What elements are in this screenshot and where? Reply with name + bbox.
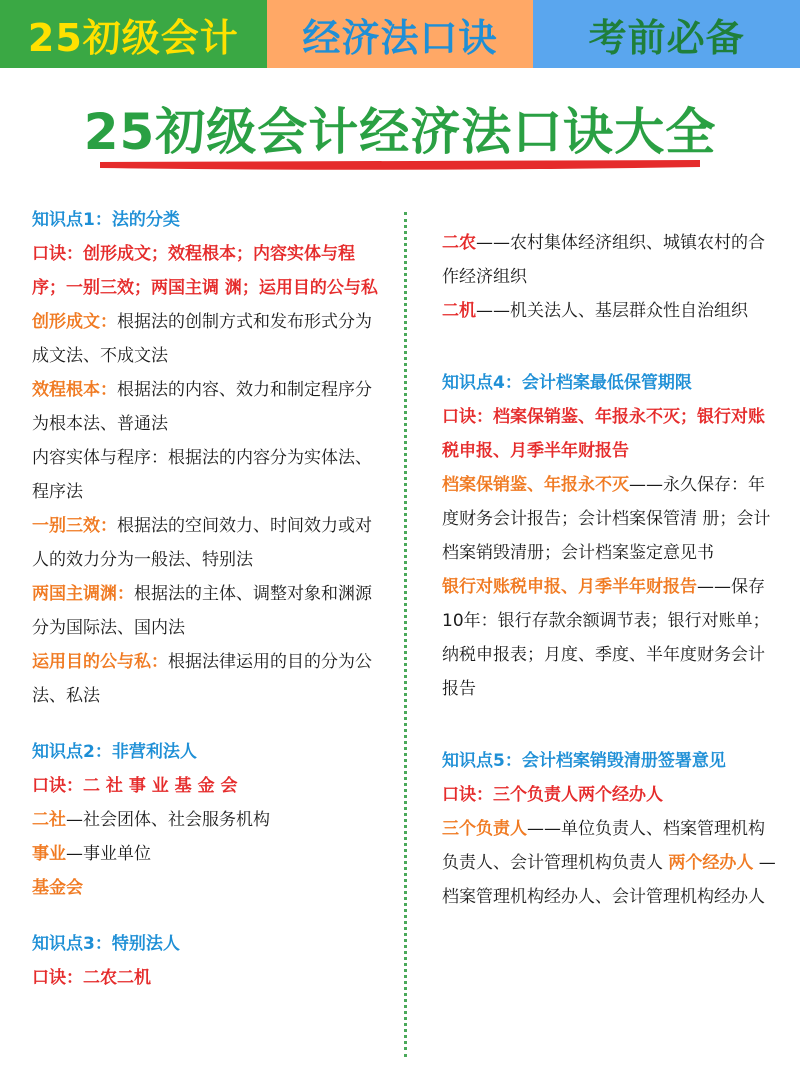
- entry-keyword: 二机: [442, 301, 476, 321]
- right-column: [442, 226, 777, 914]
- entry-keyword: 事业: [32, 844, 66, 864]
- entry-keyword: 二农: [442, 233, 476, 253]
- mnemonic-k1: 口诀：创形成文；效程根本；内容实体与程序；一别三效；两国主调 渊；运用目的公与私: [32, 244, 378, 298]
- entry-text: 根据法的主体、调整对象和渊源分为国际法、国内法: [32, 584, 372, 638]
- entry-k5-1: [442, 812, 777, 914]
- entry-text: 根据法的空间效力、时间效力或对人的效力分为一般法、特别法: [32, 516, 372, 570]
- entry-keyword: 两个经办人: [668, 853, 754, 873]
- entry-k1-4: [32, 509, 382, 577]
- entry-k1-3: [32, 441, 382, 509]
- section-heading-k4: 知识点4：会计档案最低保管期限: [442, 373, 692, 393]
- entry-k1-1: [32, 305, 382, 373]
- entry-keyword: 二社: [32, 810, 66, 830]
- left-column: [32, 203, 382, 995]
- entry-text: ——单位负责人、档案管理机构负责人、会计管理机构负责人: [442, 819, 765, 873]
- entry-k1-2: [32, 373, 382, 441]
- entry-k1-6: [32, 645, 382, 713]
- entry-keyword: 基金会: [32, 878, 83, 898]
- entry-text: ——保存10年：银行存款余额调节表；银行对账单；纳税申报表；月度、季度、半年度财务会计报告: [442, 577, 770, 699]
- entry-text: ——农村集体经济组织、城镇农村的合作经济组织: [442, 233, 765, 287]
- entry-k2-1: [32, 803, 382, 837]
- banner-tag-subject: 经济法口诀: [267, 0, 534, 68]
- entry-text: 内容实体与程序：根据法的内容分为实体法、程序法: [32, 448, 372, 502]
- entry-text: ——机关法人、基层群众性自治组织: [476, 301, 748, 321]
- entry-keyword: 运用目的公与私：: [32, 652, 168, 672]
- mnemonic-k2: 口诀：二 社 事 业 基 金 会: [32, 776, 238, 796]
- entry-k4-1: [442, 468, 777, 570]
- entry-text: —事业单位: [66, 844, 151, 864]
- mnemonic-k5: 口诀：三个负责人两个经办人: [442, 785, 663, 805]
- page-title: 25初级会计经济法口诀大全: [83, 103, 717, 161]
- entry-keyword: 两国主调渊：: [32, 584, 134, 604]
- entry-keyword: 银行对账税申报、月季半年财报告: [442, 577, 697, 597]
- entry-k2-3: [32, 871, 382, 905]
- entry-text: ——永久保存：年度财务会计报告；会计档案保管清 册；会计档案销毁清册；会计档案鉴定意见书: [442, 475, 771, 563]
- entry-text: 根据法的内容、效力和制定程序分为根本法、普通法: [32, 380, 372, 434]
- entry-k1-5: [32, 577, 382, 645]
- top-banner: [0, 0, 800, 68]
- section-heading-k3: 知识点3：特别法人: [32, 934, 180, 954]
- section-heading-k1: 知识点1：法的分类: [32, 210, 180, 230]
- entry-keyword: 创形成文：: [32, 312, 117, 332]
- entry-keyword: 档案保销鉴、年报永不灭: [442, 475, 629, 495]
- mnemonic-k3: 口诀：二农二机: [32, 968, 151, 988]
- entry-keyword: 三个负责人: [442, 819, 527, 839]
- entry-text: 根据法律运用的目的分为公法、私法: [32, 652, 372, 706]
- column-divider: [404, 212, 407, 1057]
- section-heading-k2: 知识点2：非营利法人: [32, 742, 197, 762]
- banner-tag-prep: 考前必备: [533, 0, 800, 68]
- mnemonic-k4: 口诀：档案保销鉴、年报永不灭；银行对账税申报、月季半年财报告: [442, 407, 765, 461]
- entry-keyword: 效程根本：: [32, 380, 117, 400]
- title-underline: [100, 158, 700, 172]
- entry-text: —社会团体、社会服务机构: [66, 810, 270, 830]
- entry-k3-2: [442, 294, 777, 328]
- section-heading-k5: 知识点5：会计档案销毁清册签署意见: [442, 751, 726, 771]
- entry-keyword: 一别三效：: [32, 516, 117, 536]
- entry-k3-1: [442, 226, 777, 294]
- entry-k4-2: [442, 570, 777, 706]
- entry-k2-2: [32, 837, 382, 871]
- entry-text: — 档案管理机构经办人、会计管理机构经办人: [442, 853, 776, 907]
- banner-tag-exam: 25初级会计: [0, 0, 267, 68]
- entry-text: 根据法的创制方式和发布形式分为成文法、不成文法: [32, 312, 372, 366]
